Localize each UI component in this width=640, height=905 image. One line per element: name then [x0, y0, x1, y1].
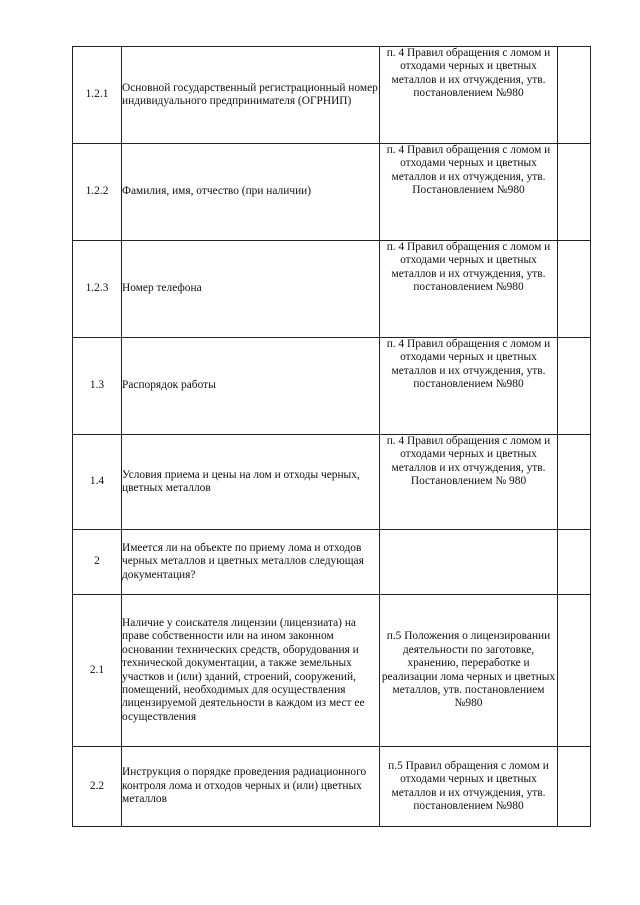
- row-legal-reference: п. 4 Правил обращения с ломом и отходами черных и цветных металлов и их отчуждения, утв. Постановлением №980: [380, 144, 558, 241]
- row-check-cell: [558, 530, 591, 595]
- row-legal-reference: п. 4 Правил обращения с ломом и отходами черных и цветных металлов и их отчуждения, утв. постановлением №980: [380, 241, 558, 338]
- row-check-cell: [558, 338, 591, 435]
- row-check-cell: [558, 595, 591, 747]
- row-number: 1.2.1: [73, 47, 122, 144]
- row-description: Фамилия, имя, отчество (при наличии): [122, 144, 380, 241]
- row-check-cell: [558, 47, 591, 144]
- row-description: Условия приема и цены на лом и отходы черных, цветных металлов: [122, 435, 380, 530]
- row-legal-reference: [380, 530, 558, 595]
- row-legal-reference: п. 4 Правил обращения с ломом и отходами черных и цветных металлов и их отчуждения, утв. Постановлением № 980: [380, 435, 558, 530]
- row-check-cell: [558, 747, 591, 827]
- row-number: 2: [73, 530, 122, 595]
- row-number: 1.2.2: [73, 144, 122, 241]
- row-description: Основной государственный регистрационный номер индивидуального предпринимателя (ОГРНИП): [122, 47, 380, 144]
- table-row: [73, 241, 591, 338]
- row-check-cell: [558, 144, 591, 241]
- table-row: [73, 338, 591, 435]
- table-row: [73, 47, 591, 144]
- row-number: 2.2: [73, 747, 122, 827]
- row-description: Наличие у соискателя лицензии (лицензиата) на праве собственности или на ином законном основании технических средств, оборудования и технической документации, а также земельных участков и (или) зданий, строений, сооружений, помещений, необходимых для осуществления лицензируемой деятельности в каждом из мест ее осуществления: [122, 595, 380, 747]
- row-number: 2.1: [73, 595, 122, 747]
- row-number: 1.3: [73, 338, 122, 435]
- table-row: [73, 144, 591, 241]
- row-legal-reference: п. 4 Правил обращения с ломом и отходами черных и цветных металлов и их отчуждения, утв. постановлением №980: [380, 338, 558, 435]
- table-row: [73, 530, 591, 595]
- row-legal-reference: п.5 Правил обращения с ломом и отходами черных и цветных металлов и их отчуждения, утв. постановлением №980: [380, 747, 558, 827]
- row-check-cell: [558, 241, 591, 338]
- row-legal-reference: п.5 Положения о лицензировании деятельности по заготовке, хранению, переработке и реализации лома черных и цветных металлов, утв. постановлением №980: [380, 595, 558, 747]
- table-row: [73, 595, 591, 747]
- row-description: Имеется ли на объекте по приему лома и отходов черных металлов и цветных металлов следующая документация?: [122, 530, 380, 595]
- row-description: Инструкция о порядке проведения радиационного контроля лома и отходов черных и (или) цветных металлов: [122, 747, 380, 827]
- row-number: 1.4: [73, 435, 122, 530]
- table-row: [73, 747, 591, 827]
- row-legal-reference: п. 4 Правил обращения с ломом и отходами черных и цветных металлов и их отчуждения, утв. постановлением №980: [380, 47, 558, 144]
- row-number: 1.2.3: [73, 241, 122, 338]
- row-description: Номер телефона: [122, 241, 380, 338]
- row-description: Распорядок работы: [122, 338, 380, 435]
- requirements-table: [72, 46, 591, 827]
- row-check-cell: [558, 435, 591, 530]
- table-row: [73, 435, 591, 530]
